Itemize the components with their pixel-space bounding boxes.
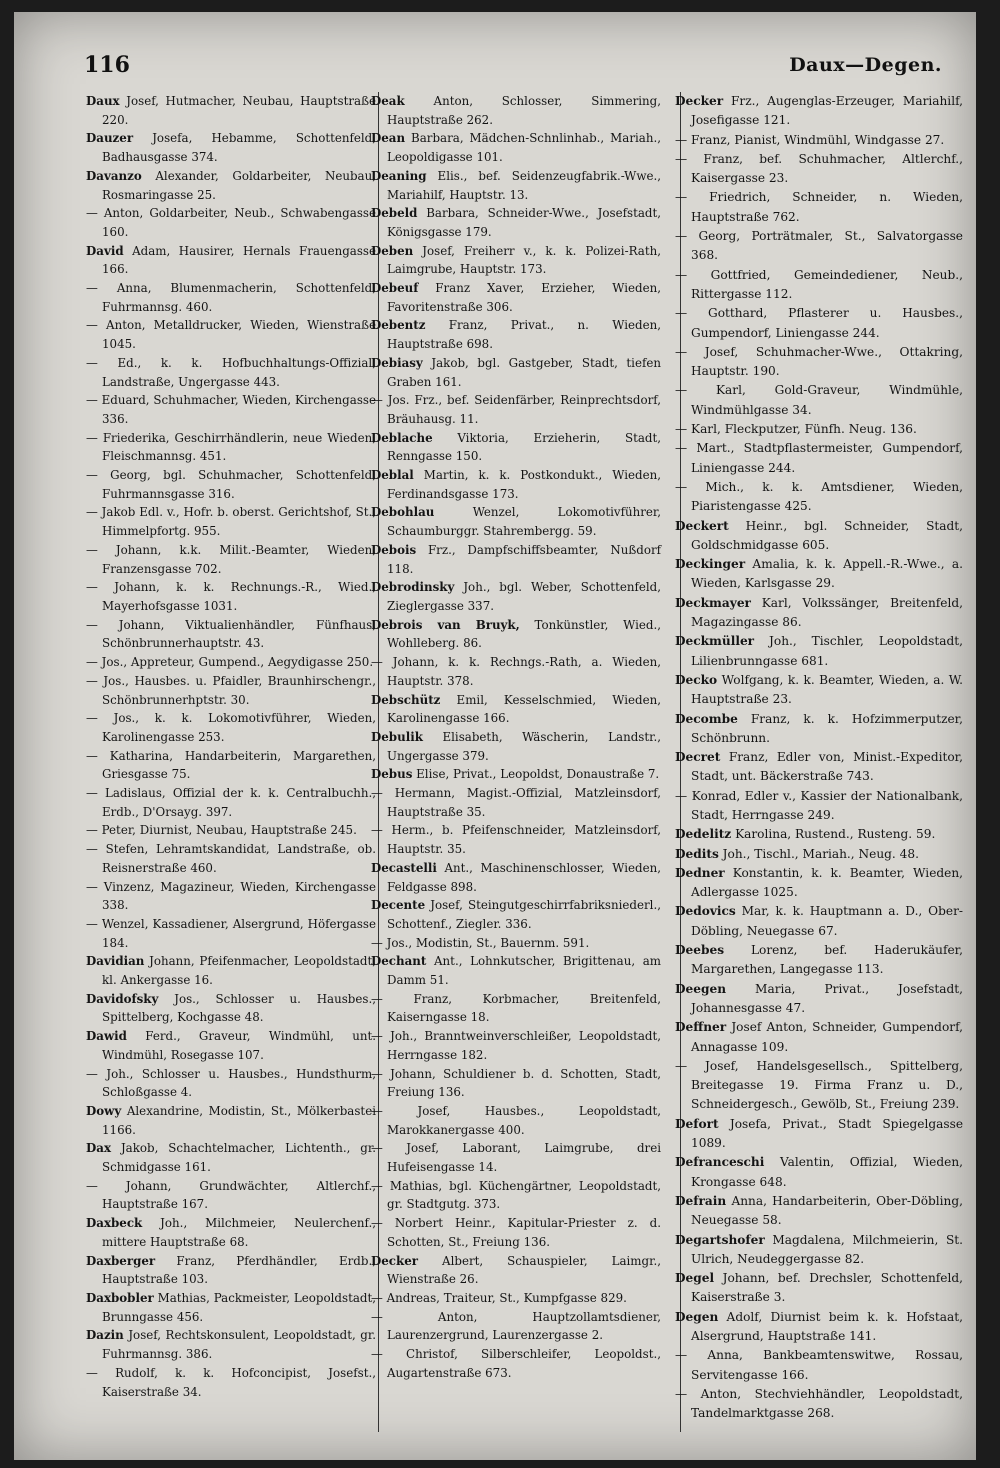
entry-surname: Degel [675, 1271, 715, 1286]
entry-surname: Dowy [86, 1103, 122, 1118]
directory-entry [675, 343, 963, 382]
directory-entry [86, 784, 376, 821]
running-head: Daux—Degen. [789, 54, 942, 76]
entry-surname: Decastelli [371, 860, 437, 875]
entry-text: — Jos., Appreteur, Gumpend., Aegydigasse 250. [86, 655, 374, 670]
entry-text: — Stefen, Lehramtskandidat, Landstraße, ob. Reisnerstraße 460. [86, 842, 376, 875]
entry-text: Barbara, Mädchen-Schnlinhab., Mariah., Leopoldigasse 101. [387, 131, 661, 165]
directory-entry [675, 825, 963, 844]
entry-text: Martin, k. k. Postkondukt., Wieden, Ferdinandsgasse 173. [387, 468, 662, 501]
entry-text: Emil, Kesselschmied, Wieden, Karolinengasse 166. [387, 692, 662, 726]
directory-entry [371, 391, 661, 428]
entry-surname: Debulik [371, 729, 423, 744]
directory-entry [675, 92, 963, 131]
directory-entry [675, 1115, 963, 1154]
entry-text: Frz., Dampfschiffsbeamter, Nußdorf 118. [387, 542, 661, 576]
entry-text: Karolina, Rustend., Rusteng. 59. [735, 827, 936, 842]
entry-surname: Deckinger [675, 557, 746, 572]
directory-entry [371, 1065, 661, 1102]
directory-entry [675, 671, 963, 710]
entry-surname: Defort [675, 1116, 719, 1131]
page-header [84, 52, 964, 82]
entry-text: Adam, Hausirer, Hernals Frauengasse 166. [102, 243, 377, 277]
entry-text: Barbara, Schneider-Wwe., Josefstadt, Königsgasse 179. [387, 206, 661, 239]
directory-entry [675, 1346, 963, 1385]
entry-text: Franz, k. k. Hofzimmerputzer, Schönbrunn. [691, 711, 963, 745]
entry-text: Josef, Steingutgeschirrfabriksniederl., Schottenf., Ziegler. 336. [387, 898, 661, 931]
directory-entry [675, 1057, 963, 1115]
directory-entry [86, 990, 376, 1027]
entry-text: Albert, Schauspieler, Laimgr., Wienstraße 26. [387, 1253, 661, 1287]
entry-text: — Johann, Grundwächter, Altlerchf., Hauptstraße 167. [86, 1178, 376, 1212]
entry-text: — Mathias, bgl. Küchengärtner, Leopoldstadt, gr. Stadtgutg. 373. [371, 1178, 661, 1212]
entry-text: — Jos., Modistin, St., Bauernm. 591. [371, 935, 590, 950]
entry-surname: David [86, 243, 124, 258]
entry-text: Mar, k. k. Hauptmann a. D., Ober-Döbling, Neuegasse 67. [691, 904, 963, 938]
entry-surname: Defrain [675, 1193, 727, 1208]
directory-entry [86, 1289, 376, 1326]
entry-surname: Dean [371, 131, 406, 146]
entry-text: Karl, Volkssänger, Breitenfeld, Magazingasse 86. [691, 595, 964, 630]
directory-entry [675, 1192, 963, 1231]
directory-entry [371, 578, 661, 615]
entry-text: — Anna, Bankbeamtenswitwe, Rossau, Servitengasse 166. [675, 1348, 963, 1382]
entry-text: Joh., bgl. Weber, Schottenfeld, Zieglergasse 337. [387, 580, 661, 613]
entry-text: — Anton, Goldarbeiter, Neub., Schwabengasse 160. [86, 206, 376, 239]
directory-entry [675, 304, 963, 343]
entry-surname: Davidofsky [86, 991, 159, 1006]
directory-entry [86, 1364, 376, 1401]
directory-entry [371, 354, 661, 391]
directory-entry [675, 864, 963, 903]
directory-entry [371, 1214, 661, 1251]
entry-text: Johann, Pfeifenmacher, Leopoldstadt, kl. Ankergasse 16. [102, 954, 376, 988]
entry-text: — Jos., k. k. Lokomotivführer, Wieden, Karolinengasse 253. [86, 711, 376, 744]
entry-text: — Mich., k. k. Amtsdiener, Wieden, Piaristengasse 425. [675, 479, 963, 514]
entry-text: Wolfgang, k. k. Beamter, Wieden, a. W. Hauptstraße 23. [691, 672, 964, 707]
directory-entry [86, 391, 376, 428]
entry-text: — Jos., Hausbes. u. Pfaidler, Braunhirschengr., Schönbrunnerhptstr. 30. [86, 673, 376, 707]
entry-text: — Eduard, Schuhmacher, Wieden, Kirchengasse 336. [86, 393, 376, 426]
entry-surname: Davidian [86, 954, 145, 969]
directory-entry [86, 429, 376, 466]
directory-entry [86, 129, 376, 166]
directory-entry [86, 616, 376, 653]
entry-text: Franz, Privat., n. Wieden, Hauptstraße 698. [387, 318, 662, 352]
entry-surname: Daxbeck [86, 1216, 143, 1231]
directory-entry [371, 821, 661, 858]
entry-text: Ant., Lohnkutscher, Brigittenau, am Damm 51. [387, 954, 661, 988]
entry-surname: Debus [371, 767, 413, 782]
entry-text: — Anton, Stechviehhändler, Leopoldstadt, Tandelmarktgasse 268. [675, 1386, 963, 1421]
entry-text: — Georg, bgl. Schuhmacher, Schottenfeld, Fuhrmannsgasse 316. [86, 468, 376, 501]
entry-text: — Johann, k. k. Rechnungs.-R., Wied., Mayerhofsgasse 1031. [86, 580, 376, 613]
directory-entry [675, 478, 963, 517]
directory-entry [371, 1289, 661, 1308]
entry-text: Elise, Privat., Leopoldst, Donaustraße 7. [416, 767, 660, 782]
directory-entry [86, 821, 376, 840]
entry-text: Josefa, Privat., Stadt Spiegelgasse 1089. [691, 1116, 964, 1151]
entry-text: Johann, bef. Drechsler, Schottenfeld, Kaiserstraße 3. [691, 1271, 964, 1305]
directory-entry [86, 1065, 376, 1102]
entry-surname: Deckmüller [675, 634, 755, 649]
entry-surname: Debeld [371, 206, 418, 221]
directory-entry [86, 316, 376, 353]
entry-text: — Anna, Blumenmacherin, Schottenfeld, Fuhrmannsg. 460. [86, 281, 376, 314]
entry-text: — Joh., Branntweinverschleißer, Leopoldstadt, Herrngasse 182. [371, 1029, 661, 1062]
directory-entry [371, 316, 661, 353]
directory-entry [371, 1027, 661, 1064]
directory-entry [675, 941, 963, 980]
entry-text: Adolf, Diurnist beim k. k. Hofstaat, Alsergrund, Hauptstraße 141. [691, 1309, 963, 1343]
entry-text: Josef, Hutmacher, Neubau, Hauptstraße 220. [102, 94, 377, 127]
entry-text: — Ladislaus, Offizial der k. k. Centralbuchh., Erdb., D'Orsayg. 397. [86, 786, 376, 819]
directory-entry [371, 92, 661, 129]
directory-entry [371, 896, 661, 933]
entry-surname: Decente [371, 898, 426, 913]
entry-text: — Josef, Laborant, Laimgrube, drei Hufeisengasse 14. [371, 1141, 661, 1175]
entry-surname: Decker [371, 1253, 418, 1268]
directory-entry [371, 167, 661, 204]
directory-entry [86, 92, 376, 129]
entry-surname: Decker [675, 94, 724, 108]
directory-entry [675, 1018, 963, 1057]
directory-entry [371, 129, 661, 166]
entry-surname: Davanzo [86, 168, 142, 183]
entry-text: — Josef, Hausbes., Leopoldstadt, Marokkanergasse 400. [371, 1103, 661, 1137]
entry-surname: Deckert [675, 518, 729, 533]
entry-text: — Franz, Pianist, Windmühl, Windgasse 27. [675, 132, 945, 147]
entry-text: — Katharina, Handarbeiterin, Margarethen, Griesgasse 75. [86, 748, 376, 782]
directory-entry [371, 990, 661, 1027]
directory-entry [371, 1177, 661, 1214]
directory-page [14, 12, 976, 1460]
entry-text: — Josef, Handelsgesellsch., Spittelberg, Breitegasse 19. Firma Franz u. D., Schneidergesch., Gewölb, St., Freiung 239. [675, 1058, 963, 1112]
directory-entry [675, 555, 963, 594]
directory-entry [675, 420, 963, 439]
directory-entry [371, 279, 661, 316]
entry-text: — Johann, k.k. Milit.-Beamter, Wieden, Franzensgasse 702. [86, 542, 376, 576]
entry-text: Konstantin, k. k. Beamter, Wieden, Adlergasse 1025. [691, 865, 964, 900]
directory-entry [675, 787, 963, 826]
entry-text: Franz, Pferdhändler, Erdb., Hauptstraße 103. [102, 1253, 377, 1287]
directory-entry [86, 1102, 376, 1139]
entry-surname: Degen [675, 1309, 719, 1324]
entry-text: Josef, Rechtskonsulent, Leopoldstadt, gr. Fuhrmannsg. 386. [102, 1328, 376, 1362]
entry-surname: Dedovics [675, 904, 736, 919]
directory-entry [675, 227, 963, 266]
entry-text: Ferd., Graveur, Windmühl, unt. Windmühl, Rosegasse 107. [102, 1029, 376, 1062]
directory-entry [371, 204, 661, 241]
directory-entry [675, 439, 963, 478]
entry-surname: Debohlau [371, 505, 435, 520]
entry-surname: Debentz [371, 318, 426, 333]
directory-entry [86, 747, 376, 784]
entry-text: — Konrad, Edler v., Kassier der Nationalbank, Stadt, Herrngasse 249. [675, 788, 963, 822]
entry-surname: Deben [371, 243, 414, 258]
entry-text: Heinr., bgl. Schneider, Stadt, Goldschmidgasse 605. [691, 518, 964, 552]
directory-entry [675, 1385, 963, 1424]
entry-surname: Dedelitz [675, 827, 732, 842]
entry-surname: Debeuf [371, 281, 419, 296]
entry-text: — Jakob Edl. v., Hofr. b. oberst. Gerichtshof, St., Himmelpfortg. 955. [86, 505, 376, 539]
entry-text: — Norbert Heinr., Kapitular-Priester z. d. Schotten, St., Freiung 136. [371, 1216, 661, 1249]
entry-text: — Anton, Hauptzollamtsdiener, Laurenzergrund, Laurenzergasse 2. [371, 1309, 661, 1343]
directory-entry [371, 503, 661, 540]
directory-entry [371, 541, 661, 578]
entry-text: Anton, Schlosser, Simmering, Hauptstraße 262. [387, 94, 662, 127]
directory-entry [675, 1269, 963, 1308]
entry-text: Valentin, Offizial, Wieden, Krongasse 648. [691, 1155, 963, 1189]
directory-entry [86, 709, 376, 746]
entry-surname: Debrois van Bruyk, [371, 617, 520, 632]
directory-entry [371, 934, 661, 953]
entry-text: — Georg, Porträtmaler, St., Salvatorgasse 368. [675, 229, 963, 263]
entry-surname: Dax [86, 1141, 112, 1156]
directory-entry [675, 1231, 963, 1270]
entry-surname: Dauzer [86, 131, 134, 146]
entry-text: Lorenz, bef. Haderukäufer, Margarethen, Langegasse 113. [691, 943, 964, 977]
entry-text: — Johann, Viktualienhändler, Fünfhaus, Schönbrunnerhauptstr. 43. [86, 617, 376, 651]
directory-entry [675, 710, 963, 749]
directory-entry [675, 517, 963, 556]
entry-surname: Dechant [371, 954, 427, 969]
directory-entry [86, 1027, 376, 1064]
entry-text: Ant., Maschinenschlosser, Wieden, Feldgasse 898. [387, 860, 661, 894]
entry-text: — Johann, k. k. Rechngs.-Rath, a. Wieden, Hauptstr. 378. [371, 655, 661, 688]
directory-entry [371, 429, 661, 466]
entry-text: Alexander, Goldarbeiter, Neubau, Rosmaringasse 25. [102, 168, 376, 202]
entry-surname: Daux [86, 94, 120, 108]
directory-entry [371, 728, 661, 765]
directory-entry [86, 1139, 376, 1176]
entry-text: Franz, Edler von, Minist.-Expeditor, Stadt, unt. Bäckerstraße 743. [691, 750, 963, 784]
entry-text: — Karl, Fleckputzer, Fünfh. Neug. 136. [675, 422, 917, 437]
directory-entry [371, 653, 661, 690]
entry-text: Josefa, Hebamme, Schottenfeld, Badhausgasse 374. [102, 131, 377, 165]
entry-text: Joh., Tischler, Leopoldstadt, Lilienbrunngasse 681. [691, 634, 964, 668]
directory-entry [371, 616, 661, 653]
entry-surname: Dazin [86, 1328, 124, 1343]
directory-entry [86, 466, 376, 503]
directory-entry [371, 242, 661, 279]
entry-text: — Vinzenz, Magazineur, Wieden, Kirchengasse 338. [86, 879, 376, 913]
entry-text: — Andreas, Traiteur, St., Kumpfgasse 829. [371, 1291, 627, 1305]
directory-entry [675, 748, 963, 787]
entry-text: Joh., Tischl., Mariah., Neug. 48. [722, 846, 919, 861]
directory-entry [675, 594, 963, 633]
directory-entry [371, 1139, 661, 1176]
entry-text: — Franz, Korbmacher, Breitenfeld, Kaiserngasse 18. [371, 991, 661, 1025]
directory-entry [86, 204, 376, 241]
directory-entry [675, 1308, 963, 1347]
directory-entry [86, 354, 376, 391]
directory-entry [675, 845, 963, 864]
entry-text: — Joh., Schlosser u. Hausbes., Hundsthurm, Schloßgasse 4. [86, 1066, 376, 1100]
directory-entry [86, 578, 376, 615]
entry-text: — Rudolf, k. k. Hofconcipist, Josefst., Kaiserstraße 34. [86, 1365, 376, 1399]
directory-entry [86, 279, 376, 316]
entry-text: Elisabeth, Wäscherin, Landstr., Ungergasse 379. [387, 729, 661, 763]
entry-text: Jakob, bgl. Gastgeber, Stadt, tiefen Graben 161. [387, 355, 661, 389]
entry-text: — Jos. Frz., bef. Seidenfärber, Reinprechtsdorf, Bräuhausg. 11. [371, 393, 661, 426]
directory-entry [675, 980, 963, 1019]
entry-text: Franz Xaver, Erzieher, Wieden, Favoritenstraße 306. [387, 281, 661, 314]
directory-entry [86, 242, 376, 279]
directory-entry [675, 1153, 963, 1192]
entry-surname: Dawid [86, 1029, 127, 1044]
entry-text: Wenzel, Lokomotivführer, Schaumburggr. Stahrembergg. 59. [387, 505, 661, 539]
directory-entry [371, 765, 661, 784]
entry-text: Magdalena, Milchmeierin, St. Ulrich, Neudeggergasse 82. [691, 1232, 964, 1266]
directory-entry [371, 859, 661, 896]
column-1 [86, 92, 376, 1401]
entry-text: — Josef, Schuhmacher-Wwe., Ottakring, Hauptstr. 190. [675, 344, 963, 379]
entry-text: Maria, Privat., Josefstadt, Johannesgasse 47. [691, 981, 964, 1015]
entry-surname: Decko [675, 672, 718, 687]
directory-entry [86, 672, 376, 709]
entry-text: Mathias, Packmeister, Leopoldstadt, Brunngasse 456. [102, 1291, 376, 1324]
directory-entry [86, 1177, 376, 1214]
directory-entry [675, 131, 963, 150]
directory-entry [86, 653, 376, 672]
page-number: 116 [84, 52, 130, 78]
entry-surname: Deblal [371, 468, 414, 483]
entry-text: — Ed., k. k. Hofbuchhaltungs-Offizial, Landstraße, Ungergasse 443. [86, 355, 376, 389]
entry-text: — Johann, Schuldiener b. d. Schotten, Stadt, Freiung 136. [371, 1066, 661, 1100]
directory-entry [86, 840, 376, 877]
directory-entry [86, 952, 376, 989]
entry-surname: Dedner [675, 865, 725, 880]
entry-text: — Anton, Metalldrucker, Wieden, Wienstraße 1045. [86, 318, 376, 352]
entry-surname: Deaning [371, 168, 427, 183]
entry-text: — Friederika, Geschirrhändlerin, neue Wieden, Fleischmannsg. 451. [86, 430, 376, 464]
directory-entry [675, 381, 963, 420]
entry-surname: Debrodinsky [371, 580, 455, 595]
entry-text: — Mart., Stadtpflastermeister, Gumpendorf, Liniengasse 244. [675, 441, 963, 475]
entry-text: — Christof, Silberschleifer, Leopoldst., Augartenstraße 673. [371, 1347, 661, 1380]
entry-surname: Daxberger [86, 1253, 156, 1268]
directory-entry [86, 503, 376, 540]
entry-surname: Defranceschi [675, 1155, 765, 1170]
entry-text: Joh., Milchmeier, Neulerchenf., mittere Hauptstraße 68. [102, 1216, 377, 1249]
entry-surname: Deblache [371, 430, 433, 445]
entry-text: Elis., bef. Seidenzeugfabrik.-Wwe., Mariahilf, Hauptstr. 13. [387, 168, 662, 202]
entry-text: Alexandrine, Modistin, St., Mölkerbastei 1166. [102, 1103, 376, 1137]
entry-surname: Deegen [675, 981, 727, 996]
directory-entry [86, 878, 376, 915]
entry-surname: Degartshofer [675, 1232, 765, 1247]
directory-entry [86, 915, 376, 952]
entry-text: Viktoria, Erzieherin, Stadt, Renngasse 150. [387, 430, 662, 464]
entry-text: — Friedrich, Schneider, n. Wieden, Hauptstraße 762. [675, 190, 963, 224]
directory-entry [371, 784, 661, 821]
entry-text: — Wenzel, Kassadiener, Alsergrund, Höfergasse 184. [86, 916, 376, 950]
entry-surname: Deckmayer [675, 595, 751, 610]
directory-entry [371, 466, 661, 503]
directory-entry [371, 1252, 661, 1289]
entry-text: Jakob, Schachtelmacher, Lichtenth., gr. Schmidgasse 161. [102, 1141, 377, 1175]
entry-surname: Deak [371, 94, 405, 108]
directory-entry [86, 541, 376, 578]
column-2 [371, 92, 661, 1383]
directory-entry [371, 1308, 661, 1345]
entry-surname: Debois [371, 542, 417, 557]
entry-surname: Debschütz [371, 692, 441, 707]
directory-entry [86, 1326, 376, 1363]
entry-text: — Herm., b. Pfeifenschneider, Matzleinsdorf, Hauptstr. 35. [371, 823, 661, 857]
entry-surname: Deebes [675, 943, 725, 958]
entry-surname: Daxbobler [86, 1291, 154, 1305]
directory-entry [675, 150, 963, 189]
directory-entry [675, 902, 963, 941]
entry-text: — Karl, Gold-Graveur, Windmühle, Windmühlgasse 34. [675, 383, 963, 417]
entry-text: Josef Anton, Schneider, Gumpendorf, Annagasse 109. [691, 1020, 963, 1054]
directory-entry [86, 167, 376, 204]
entry-text: — Peter, Diurnist, Neubau, Hauptstraße 245. [86, 823, 357, 838]
entry-surname: Debiasy [371, 355, 423, 370]
entry-surname: Decombe [675, 711, 738, 726]
entry-text: Tonkünstler, Wied., Wohlleberg. 86. [387, 617, 661, 651]
directory-entry [675, 188, 963, 227]
entry-text: Jos., Schlosser u. Hausbes., Spittelberg, Kochgasse 48. [102, 991, 377, 1025]
directory-entry [371, 1345, 661, 1382]
entry-surname: Decret [675, 750, 721, 765]
entry-text: — Hermann, Magist.-Offizial, Matzleinsdorf, Hauptstraße 35. [371, 786, 661, 819]
directory-entry [86, 1252, 376, 1289]
directory-entry [371, 1102, 661, 1139]
entry-text: Amalia, k. k. Appell.-R.-Wwe., a. Wieden, Karlsgasse 29. [691, 557, 964, 591]
directory-entry [371, 691, 661, 728]
entry-surname: Deffner [675, 1020, 727, 1035]
entry-text: — Gotthard, Pflasterer u. Hausbes., Gumpendorf, Liniengasse 244. [675, 306, 963, 340]
entry-text: Frz., Augenglas-Erzeuger, Mariahilf, Josefigasse 121. [691, 94, 963, 128]
directory-entry [675, 632, 963, 671]
column-3 [675, 92, 963, 1423]
entry-text: Josef, Freiherr v., k. k. Polizei-Rath, Laimgrube, Hauptstr. 173. [387, 243, 661, 277]
entry-text: — Gottfried, Gemeindediener, Neub., Rittergasse 112. [675, 267, 963, 301]
entry-surname: Dedits [675, 846, 719, 861]
directory-entry [675, 266, 963, 305]
directory-entry [86, 1214, 376, 1251]
directory-entry [371, 952, 661, 989]
entry-text: Anna, Handarbeiterin, Ober-Döbling, Neuegasse 58. [691, 1193, 964, 1228]
entry-text: — Franz, bef. Schuhmacher, Altlerchf., Kaisergasse 23. [675, 151, 963, 186]
